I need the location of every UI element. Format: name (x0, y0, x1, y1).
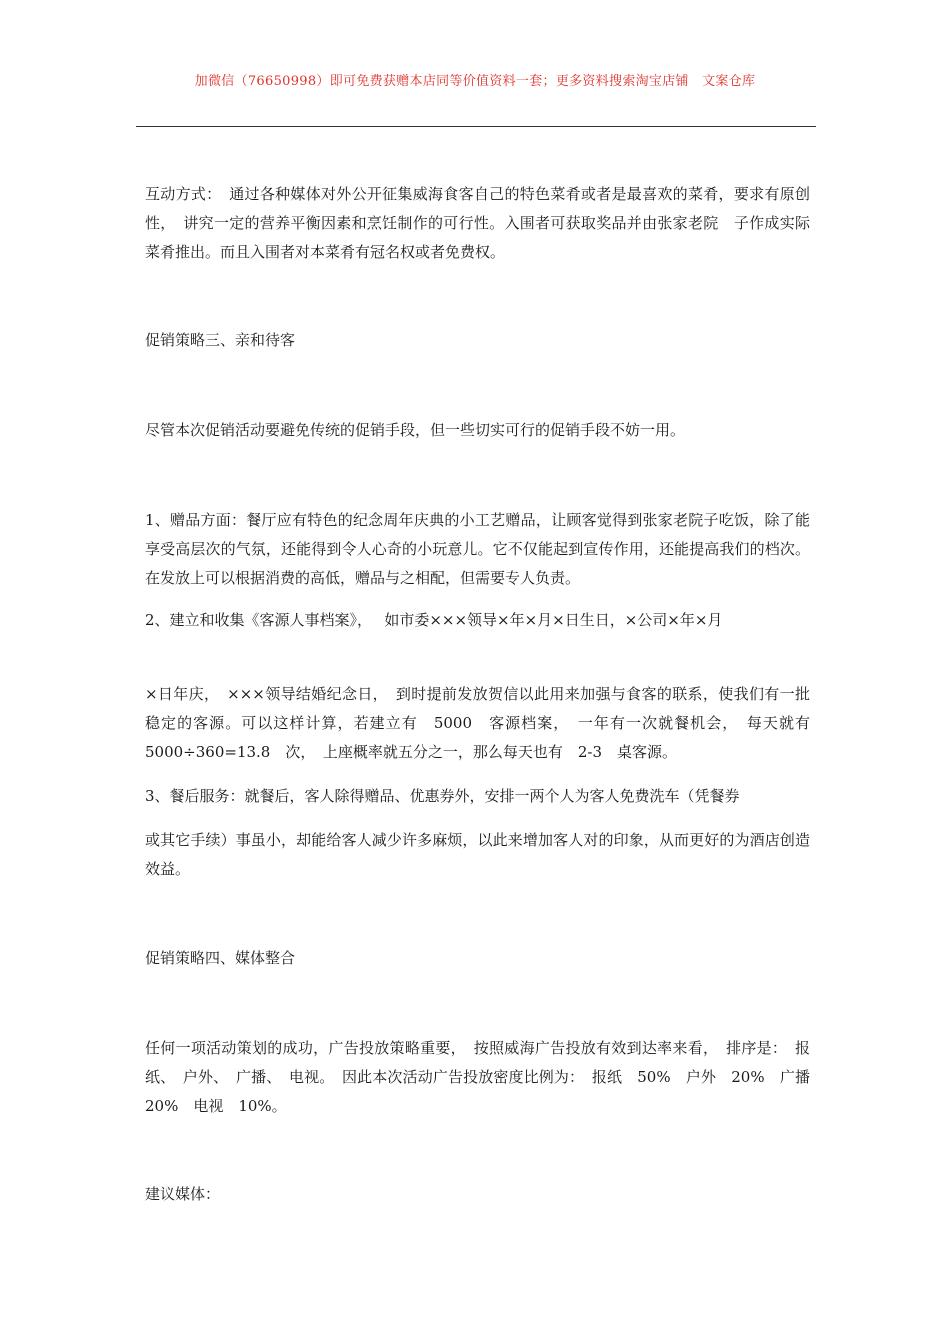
promo-header-note: 加微信（76650998）即可免费获赠本店同等价值资料一套；更多资料搜索淘宝店铺 文案仓库 (194, 74, 756, 89)
item-2-customer-archive-line2: ×日年庆， ×××领导结婚纪念日， 到时提前发放贺信以此用来加强与食客的联系，使我们有一批稳定的客源。可以这样计算，若建立有 5000 客源档案， 一年有一次就餐机会， 每天就有 5000÷360=13.8 次， 上座概率就五分之一，那么每天也有 2-3 桌客源。 (145, 685, 826, 761)
strategy-3-heading: 促销策略三、亲和待客 (145, 331, 296, 349)
media-plan-paragraph: 任何一项活动策划的成功，广告投放策略重要， 按照威海广告投放有效到达率来看， 排序是： 报纸、 户外、 广播、 电视。 因此本次活动广告投放密度比例为： 报纸 50% 户外 20% 广播 20% 电视 10%。 (145, 1039, 826, 1115)
header-divider (136, 126, 816, 127)
item-3-after-meal-line2: 或其它手续）事虽小，却能给客人减少许多麻烦，以此来增加客人对的印象，从而更好的为酒店创造效益。 (145, 831, 810, 878)
item-3-after-meal-line1: 3、餐后服务：就餐后，客人除得赠品、优惠券外，安排一两个人为客人免费洗车（凭餐券 (145, 787, 740, 805)
strategy-3-intro: 尽管本次促销活动要避免传统的促销手段，但一些切实可行的促销手段不妨一用。 (145, 421, 686, 439)
interaction-method-paragraph: 互动方式： 通过各种媒体对外公开征集威海食客自己的特色菜肴或者是最喜欢的菜肴，要求有原创性， 讲究一定的营养平衡因素和烹饪制作的可行性。入围者可获取奖品并由张家老院 子作成实际菜肴推出。而且入围者对本菜肴有冠名权或者免费权。 (145, 185, 810, 261)
item-2-customer-archive-line1: 2、建立和收集《客源人事档案》， 如市委×××领导×年×月×日生日，×公司×年×月 (145, 611, 723, 629)
suggested-media-heading: 建议媒体： (145, 1185, 221, 1203)
item-1-gifts: 1、赠品方面：餐厅应有特色的纪念周年庆典的小工艺赠品，让顾客觉得到张家老院子吃饭，除了能享受高层次的气氛，还能得到令人心奇的小玩意儿。它不仅能起到宣传作用，还能提高我们的档次。在发放上可以根据消费的高低，赠品与之相配，但需要专人负责。 (145, 511, 810, 587)
strategy-4-heading: 促销策略四、媒体整合 (145, 949, 296, 967)
